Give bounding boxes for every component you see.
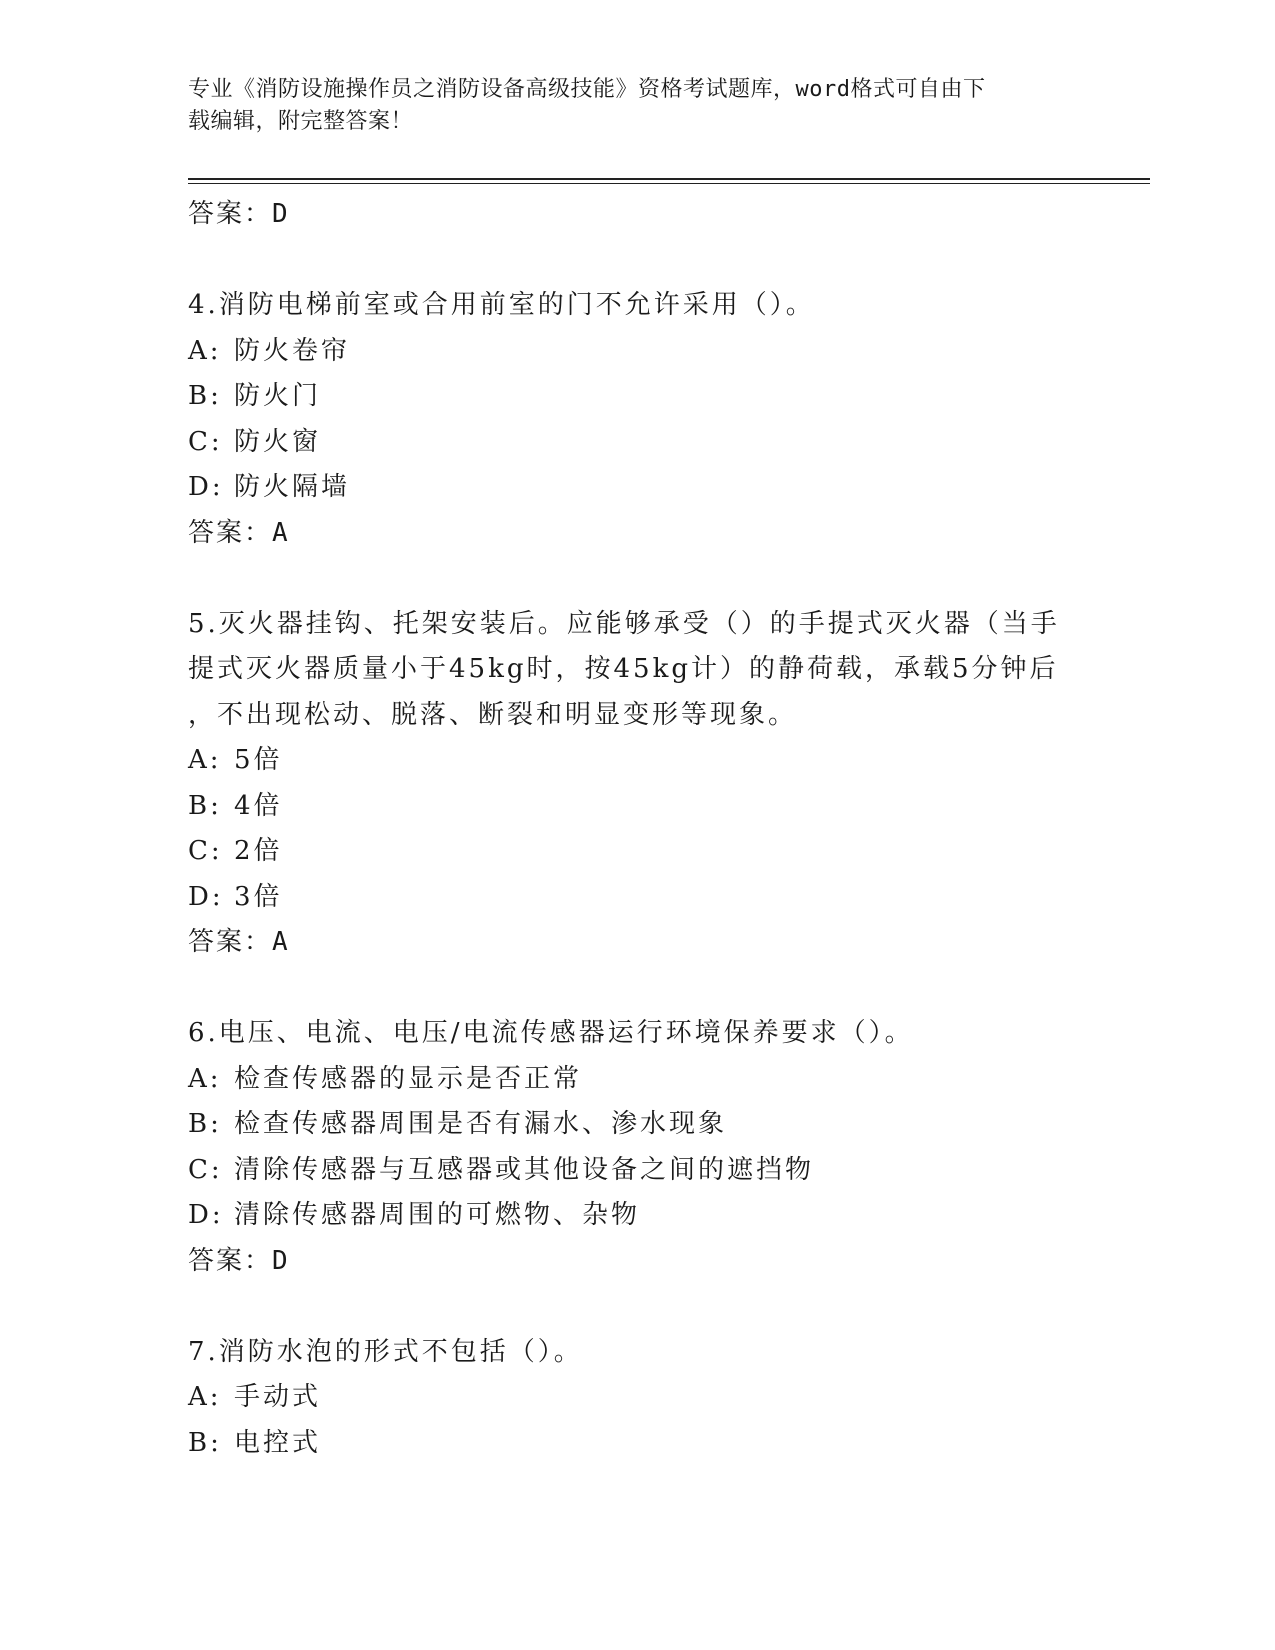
answer-line: [188, 920, 1068, 966]
option-label: C:: [188, 1154, 223, 1185]
option-c: [188, 829, 1068, 875]
question-stem-continued: ，不出现松动、脱落、断裂和明显变形等现象。: [188, 699, 798, 730]
option-label: C:: [188, 426, 223, 457]
option-label: D:: [188, 881, 224, 912]
option-text: 清除传感器与互感器或其他设备之间的遮挡物: [234, 1154, 815, 1185]
spacer: [188, 238, 1068, 284]
answer-label: 答案：: [188, 1245, 273, 1276]
option-b: [188, 1102, 1068, 1148]
spacer: [188, 1284, 1068, 1330]
option-a: [188, 1057, 1068, 1103]
answer-value: A: [272, 517, 290, 548]
option-a: [188, 738, 1068, 784]
option-b: [188, 374, 1068, 420]
option-label: D:: [188, 472, 224, 502]
option-label: D:: [188, 1200, 224, 1230]
option-text: 电控式: [234, 1427, 322, 1458]
option-text: 清除传感器周围的可燃物、杂物: [234, 1200, 641, 1230]
question-stem: 7.消防水泡的形式不包括（）。: [188, 1336, 583, 1367]
spacer: [188, 966, 1068, 1012]
option-label: B:: [188, 1427, 222, 1458]
option-a: [188, 1375, 1068, 1421]
answer-line: [188, 192, 1068, 238]
option-label: A:: [188, 745, 222, 775]
document-header: [188, 74, 1068, 138]
question-stem: 6.电压、电流、电压/电流传感器运行环境保养要求（）。: [188, 1018, 914, 1048]
option-text: 3倍: [234, 881, 283, 912]
option-label: B:: [188, 1109, 222, 1139]
option-text: 防火窗: [234, 426, 322, 457]
answer-label: 答案：: [188, 927, 273, 957]
option-label: A:: [188, 1063, 222, 1094]
question-list: [188, 192, 1068, 1466]
option-label: A:: [188, 1382, 222, 1412]
option-label: A:: [188, 335, 222, 366]
header-rule-thin: [188, 183, 1150, 184]
option-text: 防火门: [234, 381, 322, 411]
option-b: [188, 784, 1068, 830]
question-stem: 4.消防电梯前室或合用前室的门不允许采用（）。: [188, 290, 815, 320]
answer-value: D: [272, 199, 290, 229]
option-b: [188, 1421, 1068, 1467]
header-line-2: 载编辑，附完整答案！: [188, 109, 414, 134]
option-text: 手动式: [234, 1382, 322, 1412]
option-a: [188, 329, 1068, 375]
header-line-1: 专业《消防设施操作员之消防设备高级技能》资格考试题库，word格式可自由下: [188, 77, 986, 102]
option-text: 5倍: [234, 745, 283, 775]
question-stem: 5.灭火器挂钩、托架安装后。应能够承受（）的手提式灭火器（当手: [188, 608, 1060, 639]
option-label: B:: [188, 381, 222, 411]
option-text: 检查传感器的显示是否正常: [234, 1063, 583, 1094]
option-text: 防火隔墙: [234, 472, 351, 502]
option-text: 2倍: [234, 836, 283, 866]
option-c: [188, 1148, 1068, 1194]
option-text: 防火卷帘: [234, 335, 351, 366]
answer-line: [188, 1239, 1068, 1285]
answer-label: 答案：: [188, 517, 273, 548]
option-text: 检查传感器周围是否有漏水、渗水现象: [234, 1109, 728, 1139]
option-label: B:: [188, 790, 222, 821]
option-c: [188, 420, 1068, 466]
option-text: 4倍: [234, 790, 283, 821]
question-stem-continued: 提式灭火器质量小于45kg时，按45kg计）的静荷载，承载5分钟后: [188, 654, 1059, 684]
option-d: [188, 1193, 1068, 1239]
answer-value: A: [272, 927, 290, 957]
spacer: [188, 556, 1068, 602]
answer-value: D: [272, 1245, 290, 1276]
option-label: C:: [188, 836, 223, 866]
answer-line: [188, 511, 1068, 557]
option-d: [188, 465, 1068, 511]
option-d: [188, 875, 1068, 921]
answer-label: 答案：: [188, 199, 273, 229]
header-rule-thick: [188, 178, 1150, 180]
